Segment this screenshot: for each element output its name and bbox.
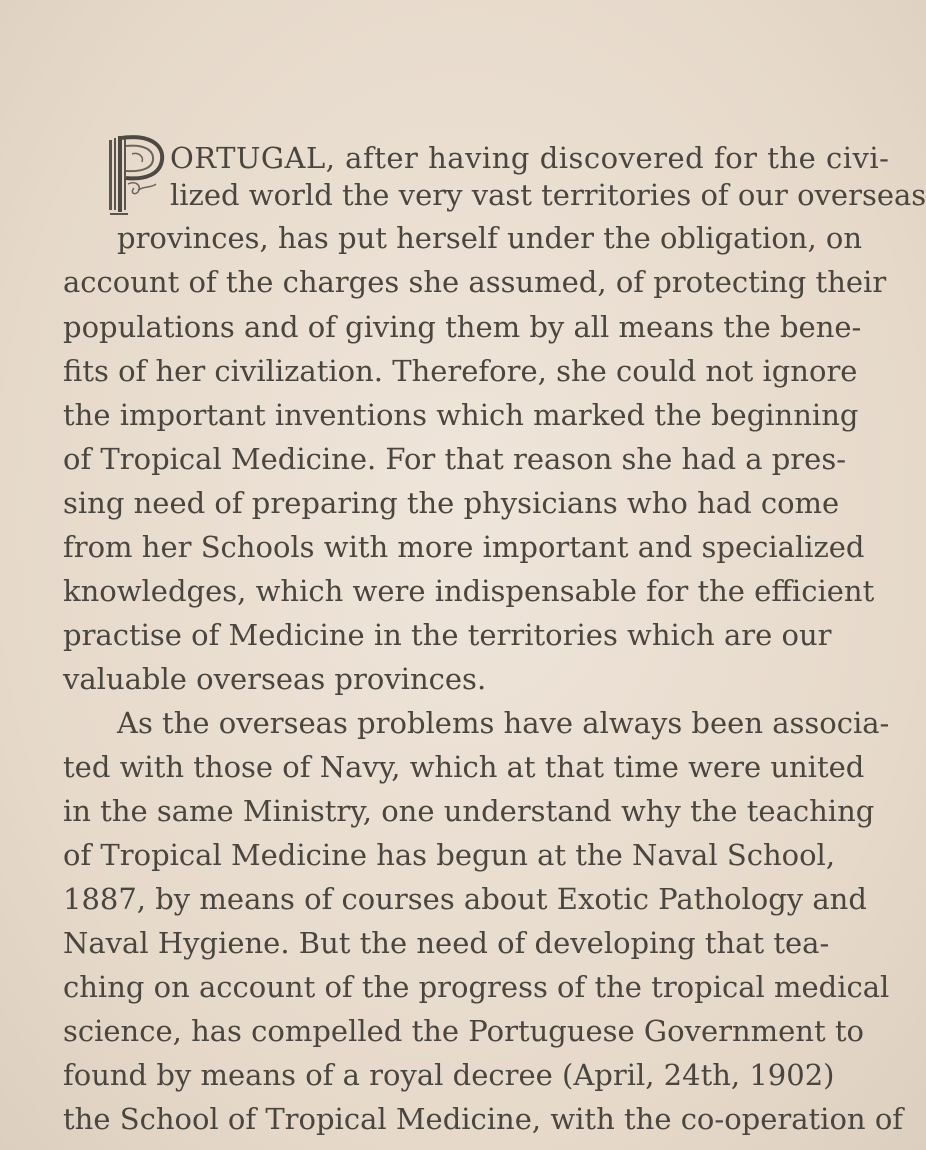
text-line-14: As the overseas problems have always been associa- bbox=[117, 706, 890, 740]
dropcap-ornament bbox=[108, 134, 166, 218]
text-line-10: from her Schools with more important and specialized bbox=[63, 530, 865, 564]
text-line-16: in the same Ministry, one understand why the teaching bbox=[63, 794, 875, 828]
text-line-23: the School of Tropical Medicine, with the co-operation of bbox=[63, 1102, 904, 1136]
text-line-4: account of the charges she assumed, of protecting their bbox=[63, 265, 887, 299]
text-line-13: valuable overseas provinces. bbox=[63, 662, 487, 696]
text-line-2: lized world the very vast territories of our overseas bbox=[170, 178, 926, 212]
text-line-6: fits of her civilization. Therefore, she could not ignore bbox=[63, 354, 858, 388]
text-line-19: Naval Hygiene. But the need of developing that tea- bbox=[63, 926, 830, 960]
text-line-20: ching on account of the progress of the tropical medical bbox=[63, 970, 890, 1004]
text-line-1: ORTUGAL, after having discovered for the civi- bbox=[170, 141, 890, 175]
text-line-21: science, has compelled the Portuguese Government to bbox=[63, 1014, 864, 1048]
text-line-17: of Tropical Medicine has begun at the Naval School, bbox=[63, 838, 836, 872]
text-line-9: sing need of preparing the physicians who had come bbox=[63, 486, 840, 520]
text-line-22: found by means of a royal decree (April, 24th, 1902) bbox=[63, 1058, 835, 1092]
text-line-15: ted with those of Navy, which at that time were united bbox=[63, 750, 865, 784]
text-line-18: 1887, by means of courses about Exotic Pathology and bbox=[63, 882, 867, 916]
text-line-8: of Tropical Medicine. For that reason she had a pres- bbox=[63, 442, 847, 476]
text-line-7: the important inventions which marked the beginning bbox=[63, 398, 859, 432]
text-line-5: populations and of giving them by all means the bene- bbox=[63, 310, 862, 344]
text-line-12: practise of Medicine in the territories which are our bbox=[63, 618, 832, 652]
text-line-11: knowledges, which were indispensable for the efficient bbox=[63, 574, 875, 608]
text-line-3: provinces, has put herself under the obligation, on bbox=[117, 221, 863, 255]
